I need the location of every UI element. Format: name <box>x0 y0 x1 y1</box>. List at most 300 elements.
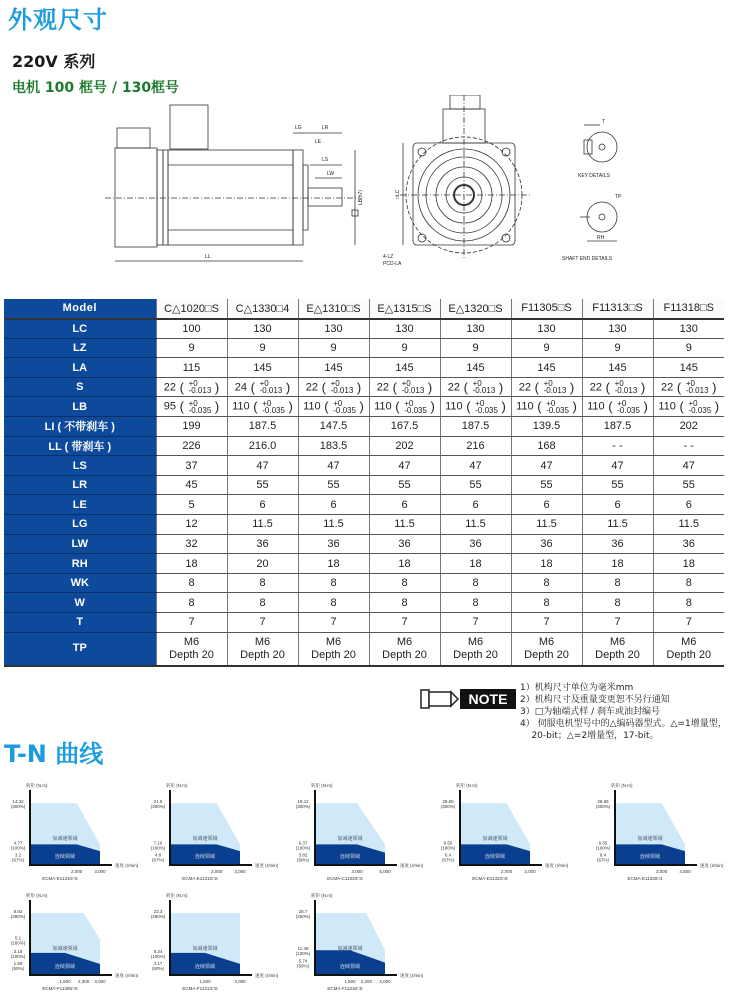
table-cell: 6 <box>582 495 653 515</box>
table-cell: 47 <box>440 456 511 476</box>
table-cell: 130 <box>440 319 511 339</box>
svg-text:加减速领域: 加减速领域 <box>337 946 363 952</box>
svg-text:6.4: 6.4 <box>599 852 607 858</box>
tolerance: +0 -0.035 <box>546 398 569 415</box>
svg-text:(50%): (50%) <box>151 965 165 971</box>
table-cell: 55 <box>298 475 369 495</box>
svg-text:(280%): (280%) <box>150 914 166 920</box>
table-cell: 11.5 <box>227 515 298 535</box>
table-cell: 9 <box>298 338 369 358</box>
table-cell: 8 <box>653 593 724 613</box>
svg-text:转矩 (N.m): 转矩 (N.m) <box>26 893 48 898</box>
table-cell: 187.5 <box>440 417 511 437</box>
tolerance: +0 -0.035 <box>333 398 356 415</box>
table-cell: 8 <box>653 573 724 593</box>
svg-text:LG: LG <box>295 125 302 131</box>
svg-text:加减速领域: 加减速领域 <box>337 836 363 842</box>
svg-text:21.5: 21.5 <box>153 799 163 805</box>
svg-text:转矩 (N.m): 转矩 (N.m) <box>311 893 333 898</box>
svg-text:转矩 (N.m): 转矩 (N.m) <box>611 783 633 788</box>
table-row <box>4 534 724 554</box>
svg-text:ECMA-E11310□S: ECMA-E11310□S <box>42 876 78 881</box>
tolerance: +0 -0.035 <box>475 398 498 415</box>
table-cell: M6 Depth 20 <box>227 632 298 666</box>
svg-text:连续领域: 连续领域 <box>194 964 216 970</box>
svg-text:ECMA-E11320□S: ECMA-E11320□S <box>472 876 508 881</box>
row-label: LL ( 带刹车 ) <box>4 436 156 456</box>
svg-text:3.2: 3.2 <box>14 852 22 858</box>
table-cell: 147.5 <box>298 417 369 437</box>
table-cell: 6 <box>440 495 511 515</box>
tolerance: +0 -0.013 <box>472 379 496 396</box>
table-cell: 9 <box>440 338 511 358</box>
table-row <box>4 593 724 613</box>
table-cell: M6 Depth 20 <box>582 632 653 666</box>
tolerance: +0 -0.013 <box>259 379 283 396</box>
motor-outline-drawing <box>100 95 650 270</box>
table-cell: 145 <box>369 358 440 378</box>
table-cell: 6 <box>511 495 582 515</box>
svg-text:23.3: 23.3 <box>153 909 163 915</box>
svg-text:3.18: 3.18 <box>13 948 23 954</box>
page-title: 外观尺寸 <box>8 6 108 34</box>
table-cell: 7 <box>156 613 227 633</box>
table-cell: 22 ( +0 -0.013 ) <box>298 377 369 397</box>
note-line: 20-bit；△=2增量型，17-bit。 <box>520 731 659 741</box>
row-label: LI ( 不带刹车 ) <box>4 417 156 437</box>
table-cell: 36 <box>653 534 724 554</box>
table-cell: 100 <box>156 319 227 339</box>
row-label: S <box>4 377 156 397</box>
table-row <box>4 515 724 535</box>
table-row <box>4 613 724 633</box>
table-cell: 199 <box>156 417 227 437</box>
table-cell: 168 <box>511 436 582 456</box>
svg-text:速度 (r/min): 速度 (r/min) <box>115 863 139 868</box>
model-col: F11318□S <box>653 299 724 319</box>
table-cell: 216 <box>440 436 511 456</box>
tolerance: +0 -0.013 <box>685 379 709 396</box>
model-col: F11313□S <box>582 299 653 319</box>
table-row <box>4 338 724 358</box>
svg-text:ECMA-F11313□S: ECMA-F11313□S <box>182 986 218 991</box>
note-line: 4） 伺服电机型号中的△编码器型式。△=1增量型， <box>520 719 727 729</box>
svg-text:(67%): (67%) <box>441 857 455 863</box>
table-cell: 7 <box>582 613 653 633</box>
key-details-label: KEY DETAILS <box>578 173 610 179</box>
svg-text:速度 (r/min): 速度 (r/min) <box>700 863 724 868</box>
table-cell: 18 <box>156 554 227 574</box>
svg-text:(100%): (100%) <box>295 845 311 851</box>
table-cell: 145 <box>511 358 582 378</box>
table-cell: 139.5 <box>511 417 582 437</box>
table-cell: 226 <box>156 436 227 456</box>
spec-table <box>4 299 724 667</box>
svg-text:转矩 (N.m): 转矩 (N.m) <box>166 893 188 898</box>
table-cell: 130 <box>227 319 298 339</box>
svg-text:28.65: 28.65 <box>597 799 609 805</box>
svg-text:速度 (r/min): 速度 (r/min) <box>255 973 279 978</box>
table-cell: 167.5 <box>369 417 440 437</box>
table-cell: M6 Depth 20 <box>440 632 511 666</box>
svg-text:ECMA-F11305□S: ECMA-F11305□S <box>42 986 78 991</box>
table-row <box>4 358 724 378</box>
svg-text:(300%): (300%) <box>595 804 611 810</box>
table-cell: 47 <box>511 456 582 476</box>
svg-text:ECMA-F11318□S: ECMA-F11318□S <box>327 986 363 991</box>
svg-text:8.92: 8.92 <box>13 909 23 915</box>
tn-curve-title: T-N 曲线 <box>4 740 104 768</box>
table-cell: 187.5 <box>582 417 653 437</box>
table-cell: 11.5 <box>653 515 724 535</box>
table-cell: 7 <box>440 613 511 633</box>
svg-text:4-LZ: 4-LZ <box>383 254 394 260</box>
table-cell: 36 <box>227 534 298 554</box>
table-cell: 11.5 <box>582 515 653 535</box>
svg-text:ECMA-E11315□S: ECMA-E11315□S <box>182 876 218 881</box>
svg-text:(100%): (100%) <box>295 951 311 957</box>
svg-text:(67%): (67%) <box>11 857 25 863</box>
svg-text:2,000: 2,000 <box>71 869 83 874</box>
svg-text:4.77: 4.77 <box>13 840 23 846</box>
svg-text:4,500: 4,500 <box>679 869 691 874</box>
svg-text:(280%): (280%) <box>10 914 26 920</box>
table-cell: 145 <box>440 358 511 378</box>
table-cell: 36 <box>511 534 582 554</box>
table-cell: M6 Depth 20 <box>298 632 369 666</box>
svg-text:连续领域: 连续领域 <box>339 964 361 970</box>
table-cell: - - <box>582 436 653 456</box>
table-row <box>4 554 724 574</box>
table-cell: 110 ( +0 -0.035 ) <box>227 397 298 417</box>
table-cell: 130 <box>582 319 653 339</box>
tolerance: +0 -0.035 <box>262 398 285 415</box>
table-cell: 202 <box>369 436 440 456</box>
svg-text:加减速领域: 加减速领域 <box>192 836 218 842</box>
table-cell: 22 ( +0 -0.013 ) <box>582 377 653 397</box>
table-cell: 47 <box>227 456 298 476</box>
table-cell: 8 <box>298 593 369 613</box>
note-line: 3）□为轴端式样 / 刹车或油封编号 <box>520 707 660 717</box>
svg-text:9.55: 9.55 <box>598 840 608 846</box>
table-cell: 130 <box>511 319 582 339</box>
table-cell: 47 <box>298 456 369 476</box>
table-cell: 216.0 <box>227 436 298 456</box>
table-cell: 110 ( +0 -0.035 ) <box>653 397 724 417</box>
svg-text:LW: LW <box>327 171 335 177</box>
svg-text:加减速领域: 加减速领域 <box>482 836 508 842</box>
svg-text:连续领域: 连续领域 <box>54 854 76 860</box>
svg-text:3,000: 3,000 <box>234 869 246 874</box>
table-row <box>4 475 724 495</box>
series-title: 220V 系列 <box>12 52 96 71</box>
tn-chart <box>285 770 435 885</box>
svg-text:(160%): (160%) <box>10 940 26 946</box>
svg-text:3,000: 3,000 <box>94 869 106 874</box>
table-cell: 18 <box>511 554 582 574</box>
table-cell: 36 <box>369 534 440 554</box>
row-label: LW <box>4 534 156 554</box>
svg-text:(100%): (100%) <box>440 845 456 851</box>
table-cell: 7 <box>653 613 724 633</box>
svg-text:TP: TP <box>615 194 622 200</box>
svg-text:(300%): (300%) <box>295 804 311 810</box>
svg-text:28.65: 28.65 <box>442 799 454 805</box>
note-line: 1）机构尺寸单位为毫米mm <box>520 683 634 693</box>
tn-chart <box>0 770 150 885</box>
svg-text:RH: RH <box>597 235 605 241</box>
tn-chart <box>585 770 735 885</box>
table-cell: 183.5 <box>298 436 369 456</box>
table-cell: 36 <box>440 534 511 554</box>
table-cell: 32 <box>156 534 227 554</box>
tolerance: +0 -0.013 <box>188 379 212 396</box>
svg-text:3,000: 3,000 <box>94 979 106 984</box>
table-row <box>4 495 724 515</box>
row-label: WK <box>4 573 156 593</box>
front-view <box>383 95 530 267</box>
svg-text:3.82: 3.82 <box>298 852 308 858</box>
svg-text:速度 (r/min): 速度 (r/min) <box>115 973 139 978</box>
table-cell: 18 <box>298 554 369 574</box>
table-cell: 7 <box>511 613 582 633</box>
svg-text:加减速领域: 加减速领域 <box>192 946 218 952</box>
table-cell: 110 ( +0 -0.035 ) <box>298 397 369 417</box>
table-cell: 22 ( +0 -0.013 ) <box>653 377 724 397</box>
table-row <box>4 456 724 476</box>
svg-text:(100%): (100%) <box>10 845 26 851</box>
svg-text:(60%): (60%) <box>296 857 310 863</box>
svg-text:4.17: 4.17 <box>153 960 163 966</box>
svg-text:ECMA-E11330□4: ECMA-E11330□4 <box>627 876 663 881</box>
table-cell: 37 <box>156 456 227 476</box>
svg-text:(100%): (100%) <box>10 953 26 959</box>
table-cell: 18 <box>653 554 724 574</box>
model-col: E△1310□S <box>298 299 369 319</box>
table-cell: 36 <box>298 534 369 554</box>
svg-text:(300%): (300%) <box>10 804 26 810</box>
table-row <box>4 632 724 666</box>
row-label: LA <box>4 358 156 378</box>
row-label: W <box>4 593 156 613</box>
svg-text:(100%): (100%) <box>150 845 166 851</box>
svg-text:转矩 (N.m): 转矩 (N.m) <box>456 783 478 788</box>
row-label: LE <box>4 495 156 515</box>
svg-text:(250%): (250%) <box>295 914 311 920</box>
tolerance: +0 -0.013 <box>330 379 354 396</box>
table-cell: M6 Depth 20 <box>653 632 724 666</box>
svg-text:速度 (r/min): 速度 (r/min) <box>400 863 424 868</box>
table-cell: 22 ( +0 -0.013 ) <box>440 377 511 397</box>
table-cell: 8 <box>298 573 369 593</box>
tolerance: +0 -0.013 <box>543 379 567 396</box>
svg-text:14.32: 14.32 <box>12 799 24 805</box>
table-cell: 55 <box>369 475 440 495</box>
svg-text:5,000: 5,000 <box>379 869 391 874</box>
model-col: C△1020□S <box>156 299 227 319</box>
shaft-end-details-label: SHAFT END DETAILS <box>562 256 613 262</box>
table-cell: 12 <box>156 515 227 535</box>
svg-text:LR: LR <box>322 125 329 131</box>
svg-text:2,200: 2,200 <box>360 979 372 984</box>
table-cell: 145 <box>653 358 724 378</box>
table-cell: 22 ( +0 -0.013 ) <box>156 377 227 397</box>
table-cell: 8 <box>511 593 582 613</box>
table-cell: 6 <box>369 495 440 515</box>
table-cell: 9 <box>227 338 298 358</box>
tolerance: +0 -0.035 <box>188 398 212 415</box>
table-cell: 8 <box>227 593 298 613</box>
svg-text:(300%): (300%) <box>150 804 166 810</box>
row-label: RH <box>4 554 156 574</box>
table-cell: 11.5 <box>369 515 440 535</box>
table-cell: 18 <box>440 554 511 574</box>
svg-text:(100%): (100%) <box>150 953 166 959</box>
table-cell: 8 <box>582 593 653 613</box>
table-cell: 18 <box>369 554 440 574</box>
svg-text:LS: LS <box>322 157 329 163</box>
tolerance: +0 -0.035 <box>404 398 427 415</box>
dimension-drawing <box>100 95 650 270</box>
table-row <box>4 417 724 437</box>
model-col: E△1320□S <box>440 299 511 319</box>
svg-text:连续领域: 连续领域 <box>484 854 506 860</box>
row-label: LS <box>4 456 156 476</box>
svg-text:2,000: 2,000 <box>501 869 513 874</box>
table-cell: 8 <box>440 573 511 593</box>
table-cell: 110 ( +0 -0.035 ) <box>582 397 653 417</box>
svg-text:6.37: 6.37 <box>298 840 308 846</box>
table-cell: 8 <box>369 593 440 613</box>
dim-ll: LL <box>205 254 211 260</box>
svg-text:连续领域: 连续领域 <box>194 854 216 860</box>
table-cell: 110 ( +0 -0.035 ) <box>511 397 582 417</box>
table-cell: 8 <box>369 573 440 593</box>
svg-text:8.34: 8.34 <box>153 948 163 954</box>
svg-text:1,500: 1,500 <box>199 979 211 984</box>
model-header: Model <box>4 299 156 319</box>
table-cell: 130 <box>298 319 369 339</box>
svg-text:(50%): (50%) <box>296 963 310 969</box>
table-cell: 9 <box>511 338 582 358</box>
svg-text:(50%): (50%) <box>11 965 25 971</box>
table-cell: 6 <box>298 495 369 515</box>
model-col: E△1315□S <box>369 299 440 319</box>
table-cell: 7 <box>369 613 440 633</box>
note-pencil-icon <box>420 688 518 715</box>
table-cell: 9 <box>369 338 440 358</box>
note-badge: NOTE <box>468 691 508 707</box>
table-cell: 8 <box>156 573 227 593</box>
svg-text:速度 (r/min): 速度 (r/min) <box>255 863 279 868</box>
table-cell: 8 <box>440 593 511 613</box>
table-row <box>4 397 724 417</box>
table-cell: 22 ( +0 -0.013 ) <box>511 377 582 397</box>
row-label: LR <box>4 475 156 495</box>
table-cell: 47 <box>582 456 653 476</box>
table-cell: 202 <box>653 417 724 437</box>
table-cell: 115 <box>156 358 227 378</box>
side-view <box>105 105 364 261</box>
table-cell: 24 ( +0 -0.013 ) <box>227 377 298 397</box>
note-block <box>420 680 750 740</box>
svg-text:(300%): (300%) <box>440 804 456 810</box>
svg-text:1.59: 1.59 <box>13 960 23 966</box>
table-cell: 55 <box>582 475 653 495</box>
table-cell: - - <box>653 436 724 456</box>
row-label: LB <box>4 397 156 417</box>
table-row <box>4 377 724 397</box>
svg-text:(100%): (100%) <box>595 845 611 851</box>
table-cell: 8 <box>156 593 227 613</box>
table-cell: 18 <box>582 554 653 574</box>
table-cell: 47 <box>369 456 440 476</box>
table-cell: 130 <box>653 319 724 339</box>
svg-text:连续领域: 连续领域 <box>639 854 661 860</box>
svg-text:LB(h7): LB(h7) <box>358 189 364 205</box>
table-cell: 11.5 <box>298 515 369 535</box>
svg-text:6.4: 6.4 <box>444 852 452 858</box>
table-cell: 55 <box>227 475 298 495</box>
note-lines <box>520 682 727 742</box>
tolerance: +0 -0.013 <box>401 379 425 396</box>
svg-text:加减速领域: 加减速领域 <box>52 836 78 842</box>
model-col: C△1330□4 <box>227 299 298 319</box>
table-cell: 9 <box>582 338 653 358</box>
tn-chart <box>430 770 580 885</box>
svg-text:3,000: 3,000 <box>351 869 363 874</box>
table-cell: 145 <box>298 358 369 378</box>
row-label: LG <box>4 515 156 535</box>
row-label: T <box>4 613 156 633</box>
svg-text:(67%): (67%) <box>596 857 610 863</box>
svg-text:2,300: 2,300 <box>78 979 90 984</box>
svg-text:ECMA-C11020□S: ECMA-C11020□S <box>327 876 363 881</box>
table-cell: 5 <box>156 495 227 515</box>
table-cell: 11.5 <box>511 515 582 535</box>
frame-subtitle: 电机 100 框号 / 130框号 <box>12 80 180 96</box>
svg-text:速度 (r/min): 速度 (r/min) <box>545 863 569 868</box>
table-cell: 45 <box>156 475 227 495</box>
table-cell: 22 ( +0 -0.013 ) <box>369 377 440 397</box>
table-cell: M6 Depth 20 <box>511 632 582 666</box>
table-cell: 8 <box>582 573 653 593</box>
table-cell: M6 Depth 20 <box>369 632 440 666</box>
table-cell: 47 <box>653 456 724 476</box>
svg-text:4.8: 4.8 <box>154 852 162 858</box>
svg-text:速度 (r/min): 速度 (r/min) <box>400 973 424 978</box>
table-cell: 145 <box>582 358 653 378</box>
table-cell: 55 <box>440 475 511 495</box>
table-row <box>4 436 724 456</box>
row-label: TP <box>4 632 156 666</box>
table-cell: 110 ( +0 -0.035 ) <box>440 397 511 417</box>
tolerance: +0 -0.035 <box>688 398 712 415</box>
table-cell: 130 <box>369 319 440 339</box>
svg-text:3,000: 3,000 <box>234 979 246 984</box>
note-line: 2）机构尺寸及重量变更恕不另行通知 <box>520 695 670 705</box>
svg-text:5.1: 5.1 <box>14 935 22 941</box>
svg-text:1,500: 1,500 <box>59 979 71 984</box>
row-label: LZ <box>4 338 156 358</box>
svg-text:11.48: 11.48 <box>297 946 309 952</box>
table-cell: 145 <box>227 358 298 378</box>
table-cell: 9 <box>156 338 227 358</box>
table-cell: 20 <box>227 554 298 574</box>
model-col: F11305□S <box>511 299 582 319</box>
table-cell: M6 Depth 20 <box>156 632 227 666</box>
table-cell: 110 ( +0 -0.035 ) <box>369 397 440 417</box>
